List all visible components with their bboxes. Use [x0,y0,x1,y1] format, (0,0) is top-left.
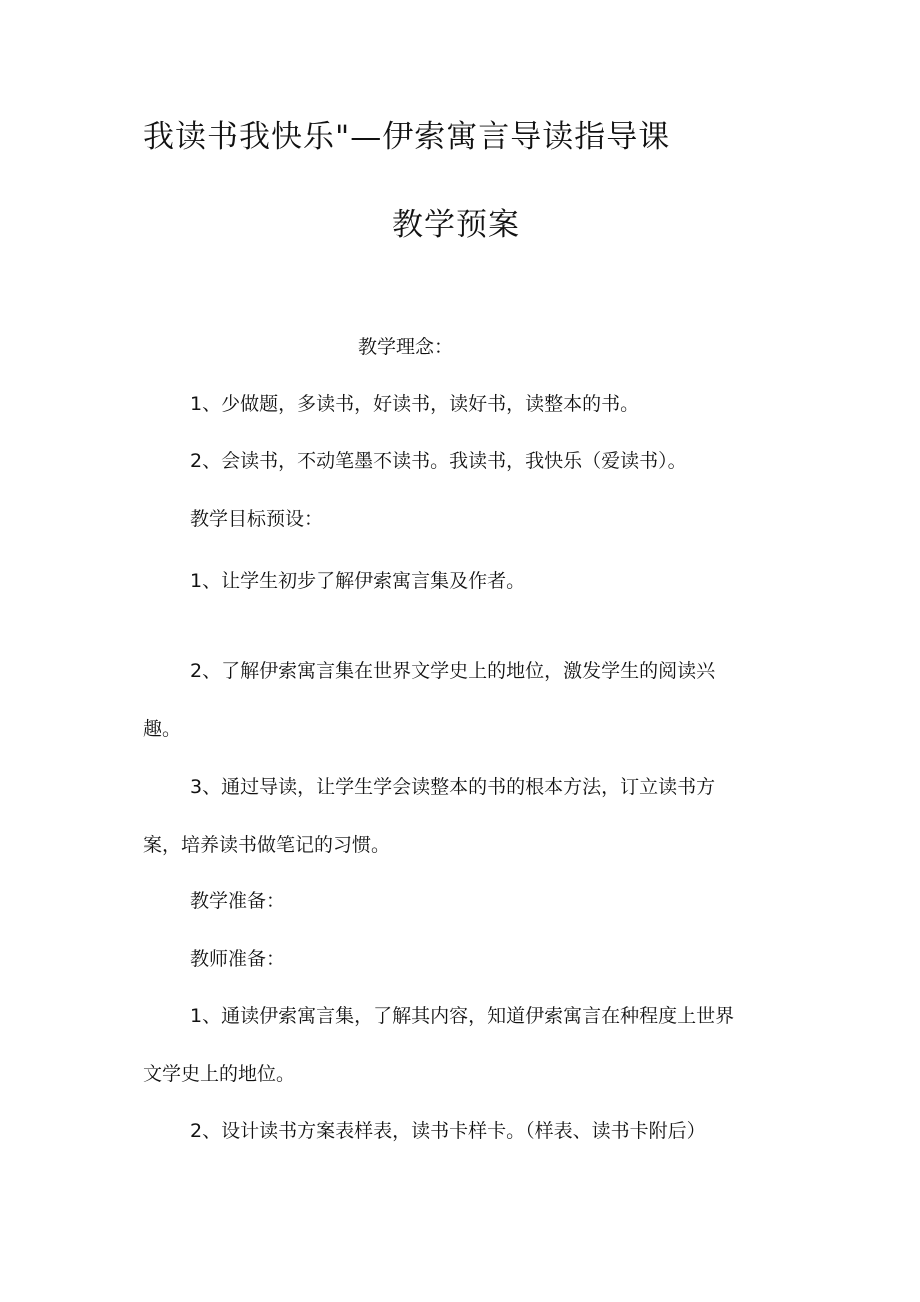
goal-item-2-line1: 2、了解伊索寓言集在世界文学史上的地位，激发学生的阅读兴 [190,660,716,682]
goal-item-3-line1: 3、通过导读，让学生学会读整本的书的根本方法，订立读书方 [190,776,716,798]
document-title: 我读书我快乐"—伊索寓言导读指导课 [143,119,671,155]
philosophy-heading: 教学理念： [358,336,454,358]
document-subtitle: 教学预案 [392,207,520,243]
philosophy-item-1: 1、少做题，多读书，好读书，读好书，读整本的书。 [190,393,640,415]
philosophy-item-2: 2、会读书，不动笔墨不读书。我读书，我快乐（爱读书）。 [190,450,687,472]
teacher-prep-item-1-line2: 文学史上的地位。 [143,1063,296,1085]
teacher-prep-item-1-line1: 1、通读伊索寓言集，了解其内容，知道伊索寓言在种程度上世界 [190,1005,735,1027]
goals-heading: 教学目标预设： [190,508,324,530]
goal-item-1: 1、让学生初步了解伊索寓言集及作者。 [190,570,526,592]
goal-item-3-line2: 案，培养读书做笔记的习惯。 [143,834,391,856]
teacher-prep-heading: 教师准备： [190,948,286,970]
goal-item-2-line2: 趣。 [143,718,182,740]
prep-heading: 教学准备： [190,890,286,912]
teacher-prep-item-2: 2、设计读书方案表样表，读书卡样卡。（样表、读书卡附后） [190,1120,706,1142]
